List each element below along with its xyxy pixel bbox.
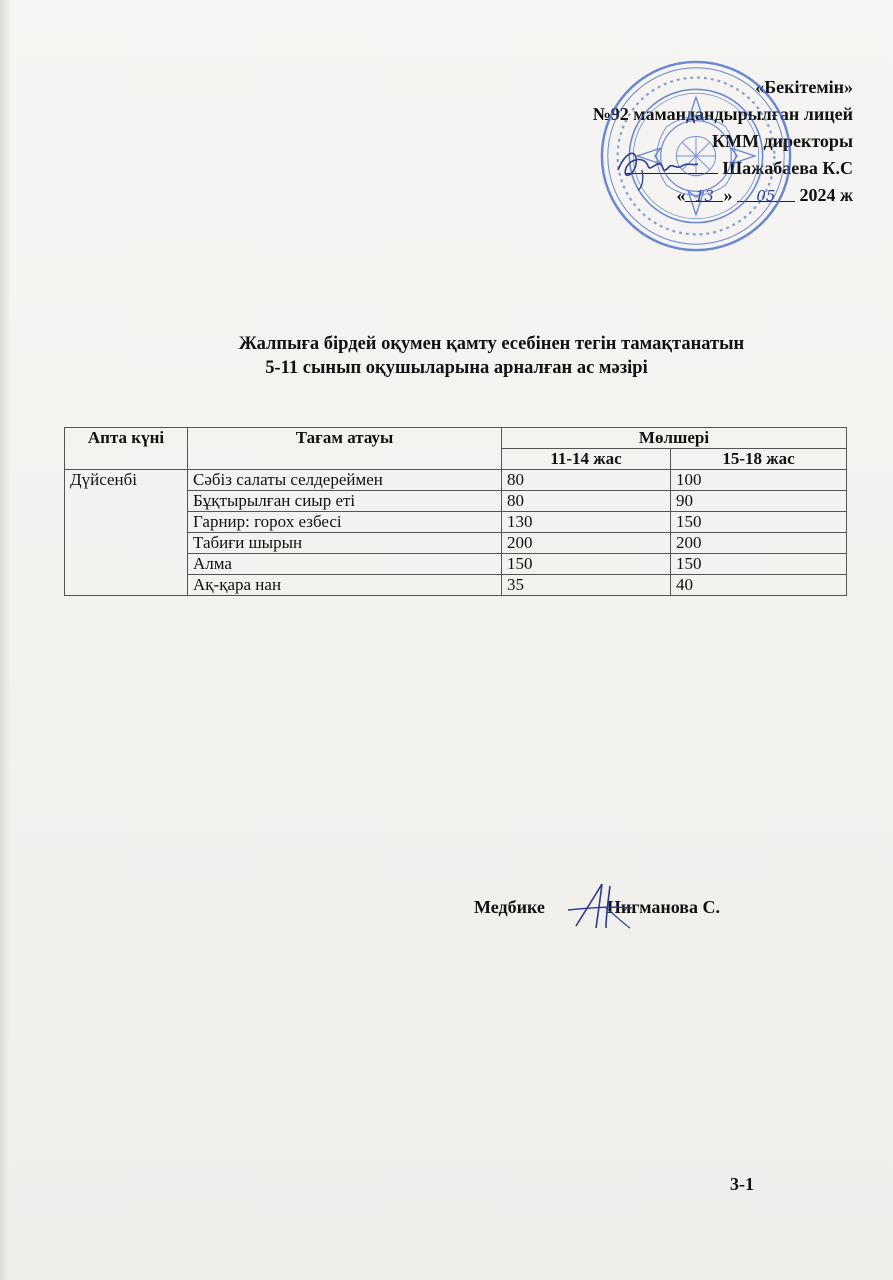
document-title: [0, 332, 893, 380]
approval-position: КММ директоры: [711, 131, 853, 151]
director-signature: [612, 140, 702, 192]
date-day: 13: [685, 183, 723, 202]
date-year: 2024 ж: [799, 185, 853, 205]
approval-organization: №92 мамандандырылған лицей: [592, 104, 853, 124]
day-cell: Дүйсенбі: [65, 470, 188, 596]
header-age-11-14: 11-14 жас: [502, 449, 671, 470]
qty-11-14-cell: 150: [502, 554, 671, 575]
qty-15-18-cell: 90: [671, 491, 847, 512]
dish-cell: Бұқтырылған сиыр еті: [188, 491, 502, 512]
dish-cell: Табиғи шырын: [188, 533, 502, 554]
title-line-2: 5-11 сынып оқушыларына арналған ас мәзірі: [265, 358, 648, 378]
qty-15-18-cell: 150: [671, 554, 847, 575]
qty-11-14-cell: 35: [502, 575, 671, 596]
page-edge-shadow: [0, 0, 10, 1280]
date-quote-open: «: [676, 185, 686, 205]
nurse-role: Медбике: [474, 897, 545, 917]
date-quote-close: »: [723, 185, 733, 205]
table-header-row: [65, 428, 847, 449]
qty-11-14-cell: 200: [502, 533, 671, 554]
qty-15-18-cell: 40: [671, 575, 847, 596]
dish-cell: Алма: [188, 554, 502, 575]
table-row: [65, 470, 847, 491]
dish-cell: Сәбіз салаты селдереймен: [188, 470, 502, 491]
header-day: Апта күні: [65, 428, 188, 470]
nurse-signature: [566, 880, 636, 932]
dish-cell: Ақ-қара нан: [188, 575, 502, 596]
header-quantity: Мөлшері: [502, 428, 847, 449]
nurse-name: Нигманова С.: [606, 897, 720, 917]
qty-11-14-cell: 80: [502, 470, 671, 491]
qty-11-14-cell: 130: [502, 512, 671, 533]
header-age-15-18: 15-18 жас: [671, 449, 847, 470]
title-line-1: Жалпыға бірдей оқумен қамту есебінен тегін тамақтанатын: [238, 334, 745, 354]
approval-heading: «Бекітемін»: [755, 77, 853, 97]
date-month: 05: [737, 183, 795, 202]
qty-11-14-cell: 80: [502, 491, 671, 512]
menu-table: [64, 427, 847, 596]
page-number: 3-1: [730, 1174, 754, 1194]
approval-signer-name: Шажабаева К.С: [722, 158, 853, 178]
header-dish: Тағам атауы: [188, 428, 502, 470]
qty-15-18-cell: 150: [671, 512, 847, 533]
qty-15-18-cell: 200: [671, 533, 847, 554]
qty-15-18-cell: 100: [671, 470, 847, 491]
dish-cell: Гарнир: горох езбесі: [188, 512, 502, 533]
